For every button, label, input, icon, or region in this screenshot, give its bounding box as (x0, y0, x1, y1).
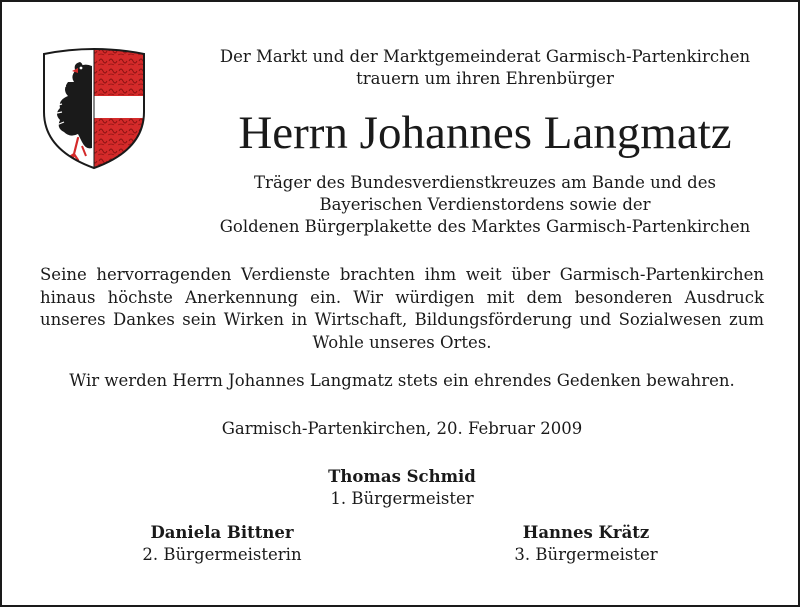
signatory-name: Daniela Bittner (150, 523, 294, 542)
place-date: Garmisch-Partenkirchen, 20. Februar 2009 (221, 419, 583, 438)
honors-line: Goldenen Bürgerplakette des Marktes Garmisch-Partenkirchen (219, 217, 751, 236)
honors-line: Träger des Bundesverdienstkreuzes am Bande und des (254, 173, 716, 192)
honoree-name: Herrn Johannes Langmatz (238, 107, 732, 159)
signatory-role: 2. Bürgermeisterin (142, 545, 302, 564)
tribute-paragraph: Seine hervorragenden Verdienste brachten ihm weit über Garmisch-Partenkirchen hinaus höchste Anerkennung ein. Wir würdigen mit dem besonderen Ausdruck unseres Dankes sein Wirken in Wirtschaft, Bildungsförderung und Sozialwesen zum Wohle unseres Ortes. (40, 265, 764, 352)
intro-text (172, 46, 798, 90)
signatory-role: 1. Bürgermeister (330, 489, 474, 508)
signatory-name: Hannes Krätz (522, 523, 650, 542)
signatory-role: 3. Bürgermeister (514, 545, 658, 564)
intro-line: Der Markt und der Marktgemeinderat Garmisch-Partenkirchen (219, 47, 751, 66)
signatory-right (436, 522, 736, 566)
honors-line: Bayerischen Verdienstordens sowie der (319, 195, 651, 214)
coat-of-arms-icon (38, 46, 150, 172)
signatory-main (252, 466, 552, 510)
memory-line: Wir werden Herrn Johannes Langmatz stets ein ehrendes Gedenken bewahren. (69, 371, 735, 390)
honors-text (172, 172, 798, 238)
intro-line: trauern um ihren Ehrenbürger (356, 69, 614, 88)
signatory-left (72, 522, 372, 566)
signatory-name: Thomas Schmid (328, 467, 476, 486)
